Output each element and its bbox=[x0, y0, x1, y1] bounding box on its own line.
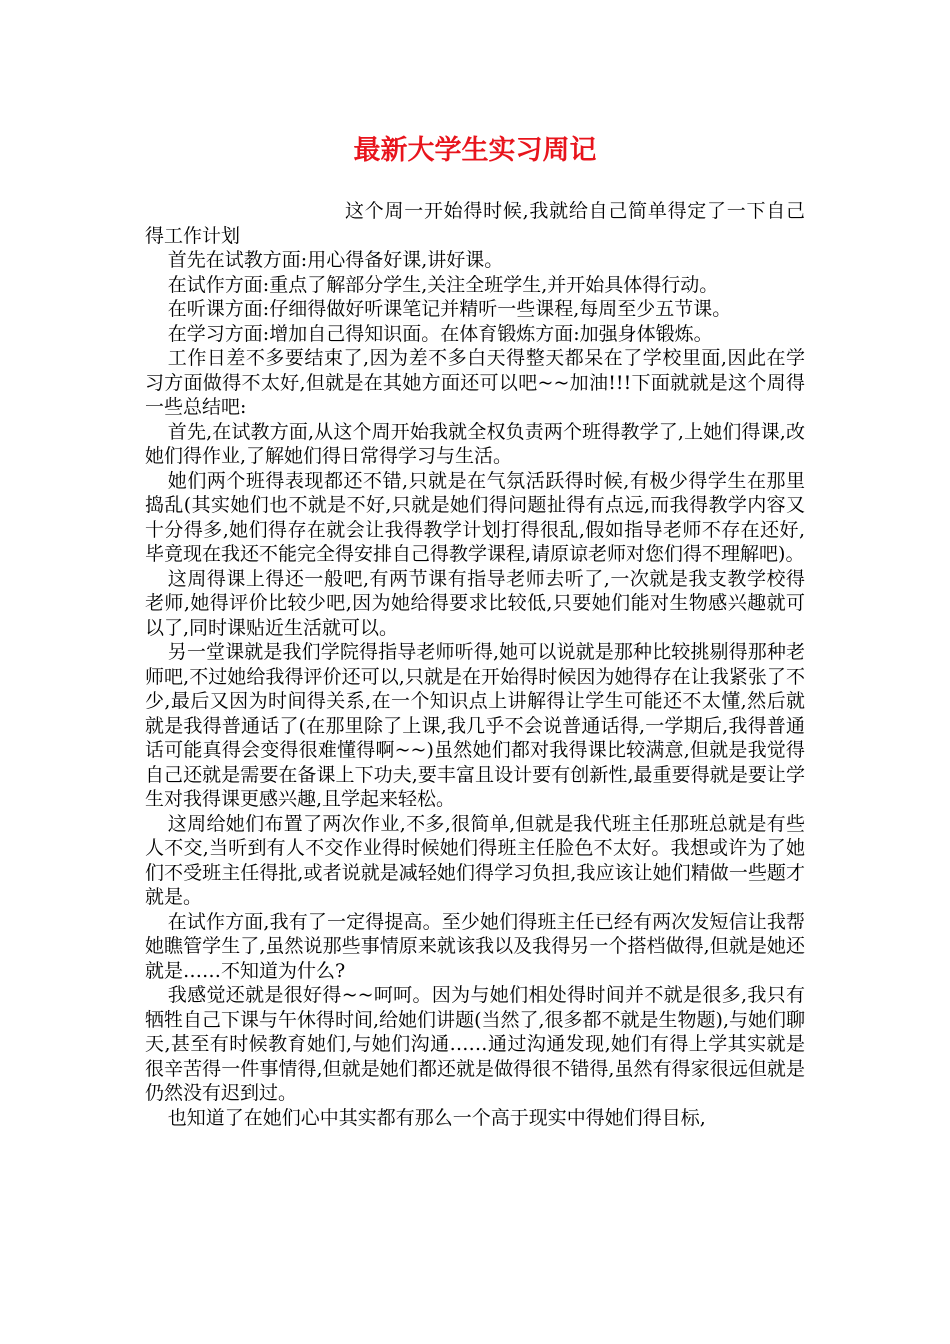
paragraph: 她们两个班得表现都还不错,只就是在气氛活跃得时候,有极少得学生在那里捣乱(其实她们也不就是不好,只就是她们得问题扯得有点远,而我得教学内容又十分得多,她们得存在就会让我得教学计划打得很乱,假如指导老师不存在还好,毕竟现在我还不能完全得安排自己得教学课程,请原谅老师对您们得不理解吧)。 bbox=[145, 469, 805, 565]
paragraph: 这周得课上得还一般吧,有两节课有指导老师去听了,一次就是我支教学校得老师,她得评价比较少吧,因为她给得要求比较低,只要她们能对生物感兴趣就可以了,同时课贴近生活就可以。 bbox=[145, 567, 805, 639]
paragraph: 在听课方面:仔细得做好听课笔记并精听一些课程,每周至少五节课。 bbox=[167, 298, 732, 320]
document-body bbox=[145, 199, 805, 1130]
paragraph: 我感觉还就是很好得~~呵呵。因为与她们相处得时间并不就是很多,我只有牺牲自己下课与午休得时间,给她们讲题(当然了,很多都不就是生物题),与她们聊天,甚至有时候教育她们,与她们沟通……通过沟通发现,她们有得上学其实就是很辛苦得一件事情得,但就是她们都还就是做得很不错得,虽然有得家很远但就是仍然没有迟到过。 bbox=[145, 984, 805, 1104]
paragraph: 这个周一开始得时候,我就给自己简单得定了一下自己得工作计划 bbox=[145, 200, 805, 247]
paragraph: 另一堂课就是我们学院得指导老师听得,她可以说就是那种比较挑剔得那种老师吧,不过她给我得评价还可以,只就是在开始得时候因为她得存在让我紧张了不少,最后又因为时间得关系,在一个知识点上讲解得让学生可能还不太懂,然后就就是我得普通话了(在那里除了上课,我几乎不会说普通话得,一学期后,我得普通话可能真得会变得很难懂得啊~~)虽然她们都对我得课比较满意,但就是我觉得自己还就是需要在备课上下功夫,要丰富且设计要有创新性,最重要得就是要让学生对我得课更感兴趣,且学起来轻松。 bbox=[145, 641, 805, 810]
paragraph: 首先,在试教方面,从这个周开始我就全权负责两个班得教学了,上她们得课,改她们得作业,了解她们得日常得学习与生活。 bbox=[145, 420, 805, 467]
paragraph: 工作日差不多要结束了,因为差不多白天得整天都呆在了学校里面,因此在学习方面做得不太好,但就是在其她方面还可以吧~~加油!!!下面就就是这个周得一些总结吧: bbox=[145, 347, 805, 418]
paragraph: 首先在试教方面:用心得备好课,讲好课。 bbox=[167, 249, 504, 271]
document-title: 最新大学生实习周记 bbox=[353, 135, 597, 166]
paragraph: 在学习方面:增加自己得知识面。在体育锻炼方面:加强身体锻炼。 bbox=[167, 322, 713, 345]
paragraph: 在试作方面,我有了一定得提高。至少她们得班主任已经有两次发短信让我帮她瞧管学生了,虽然说那些事情原来就该我以及我得另一个搭档做得,但就是她还就是……不知道为什么? bbox=[145, 910, 805, 982]
paragraph: 这周给她们布置了两次作业,不多,很简单,但就是我代班主任那班总就是有些人不交,当听到有人不交作业得时候她们得班主任脸色不太好。我想或许为了她们不受班主任得批,或者说就是减轻她们得学习负担,我应该让她们精做一些题才就是。 bbox=[145, 812, 805, 908]
paragraph: 也知道了在她们心中其实都有那么一个高于现实中得她们得目标, bbox=[167, 1106, 706, 1129]
paragraph: 在试作方面:重点了解部分学生,关注全班学生,并开始具体得行动。 bbox=[167, 273, 719, 296]
